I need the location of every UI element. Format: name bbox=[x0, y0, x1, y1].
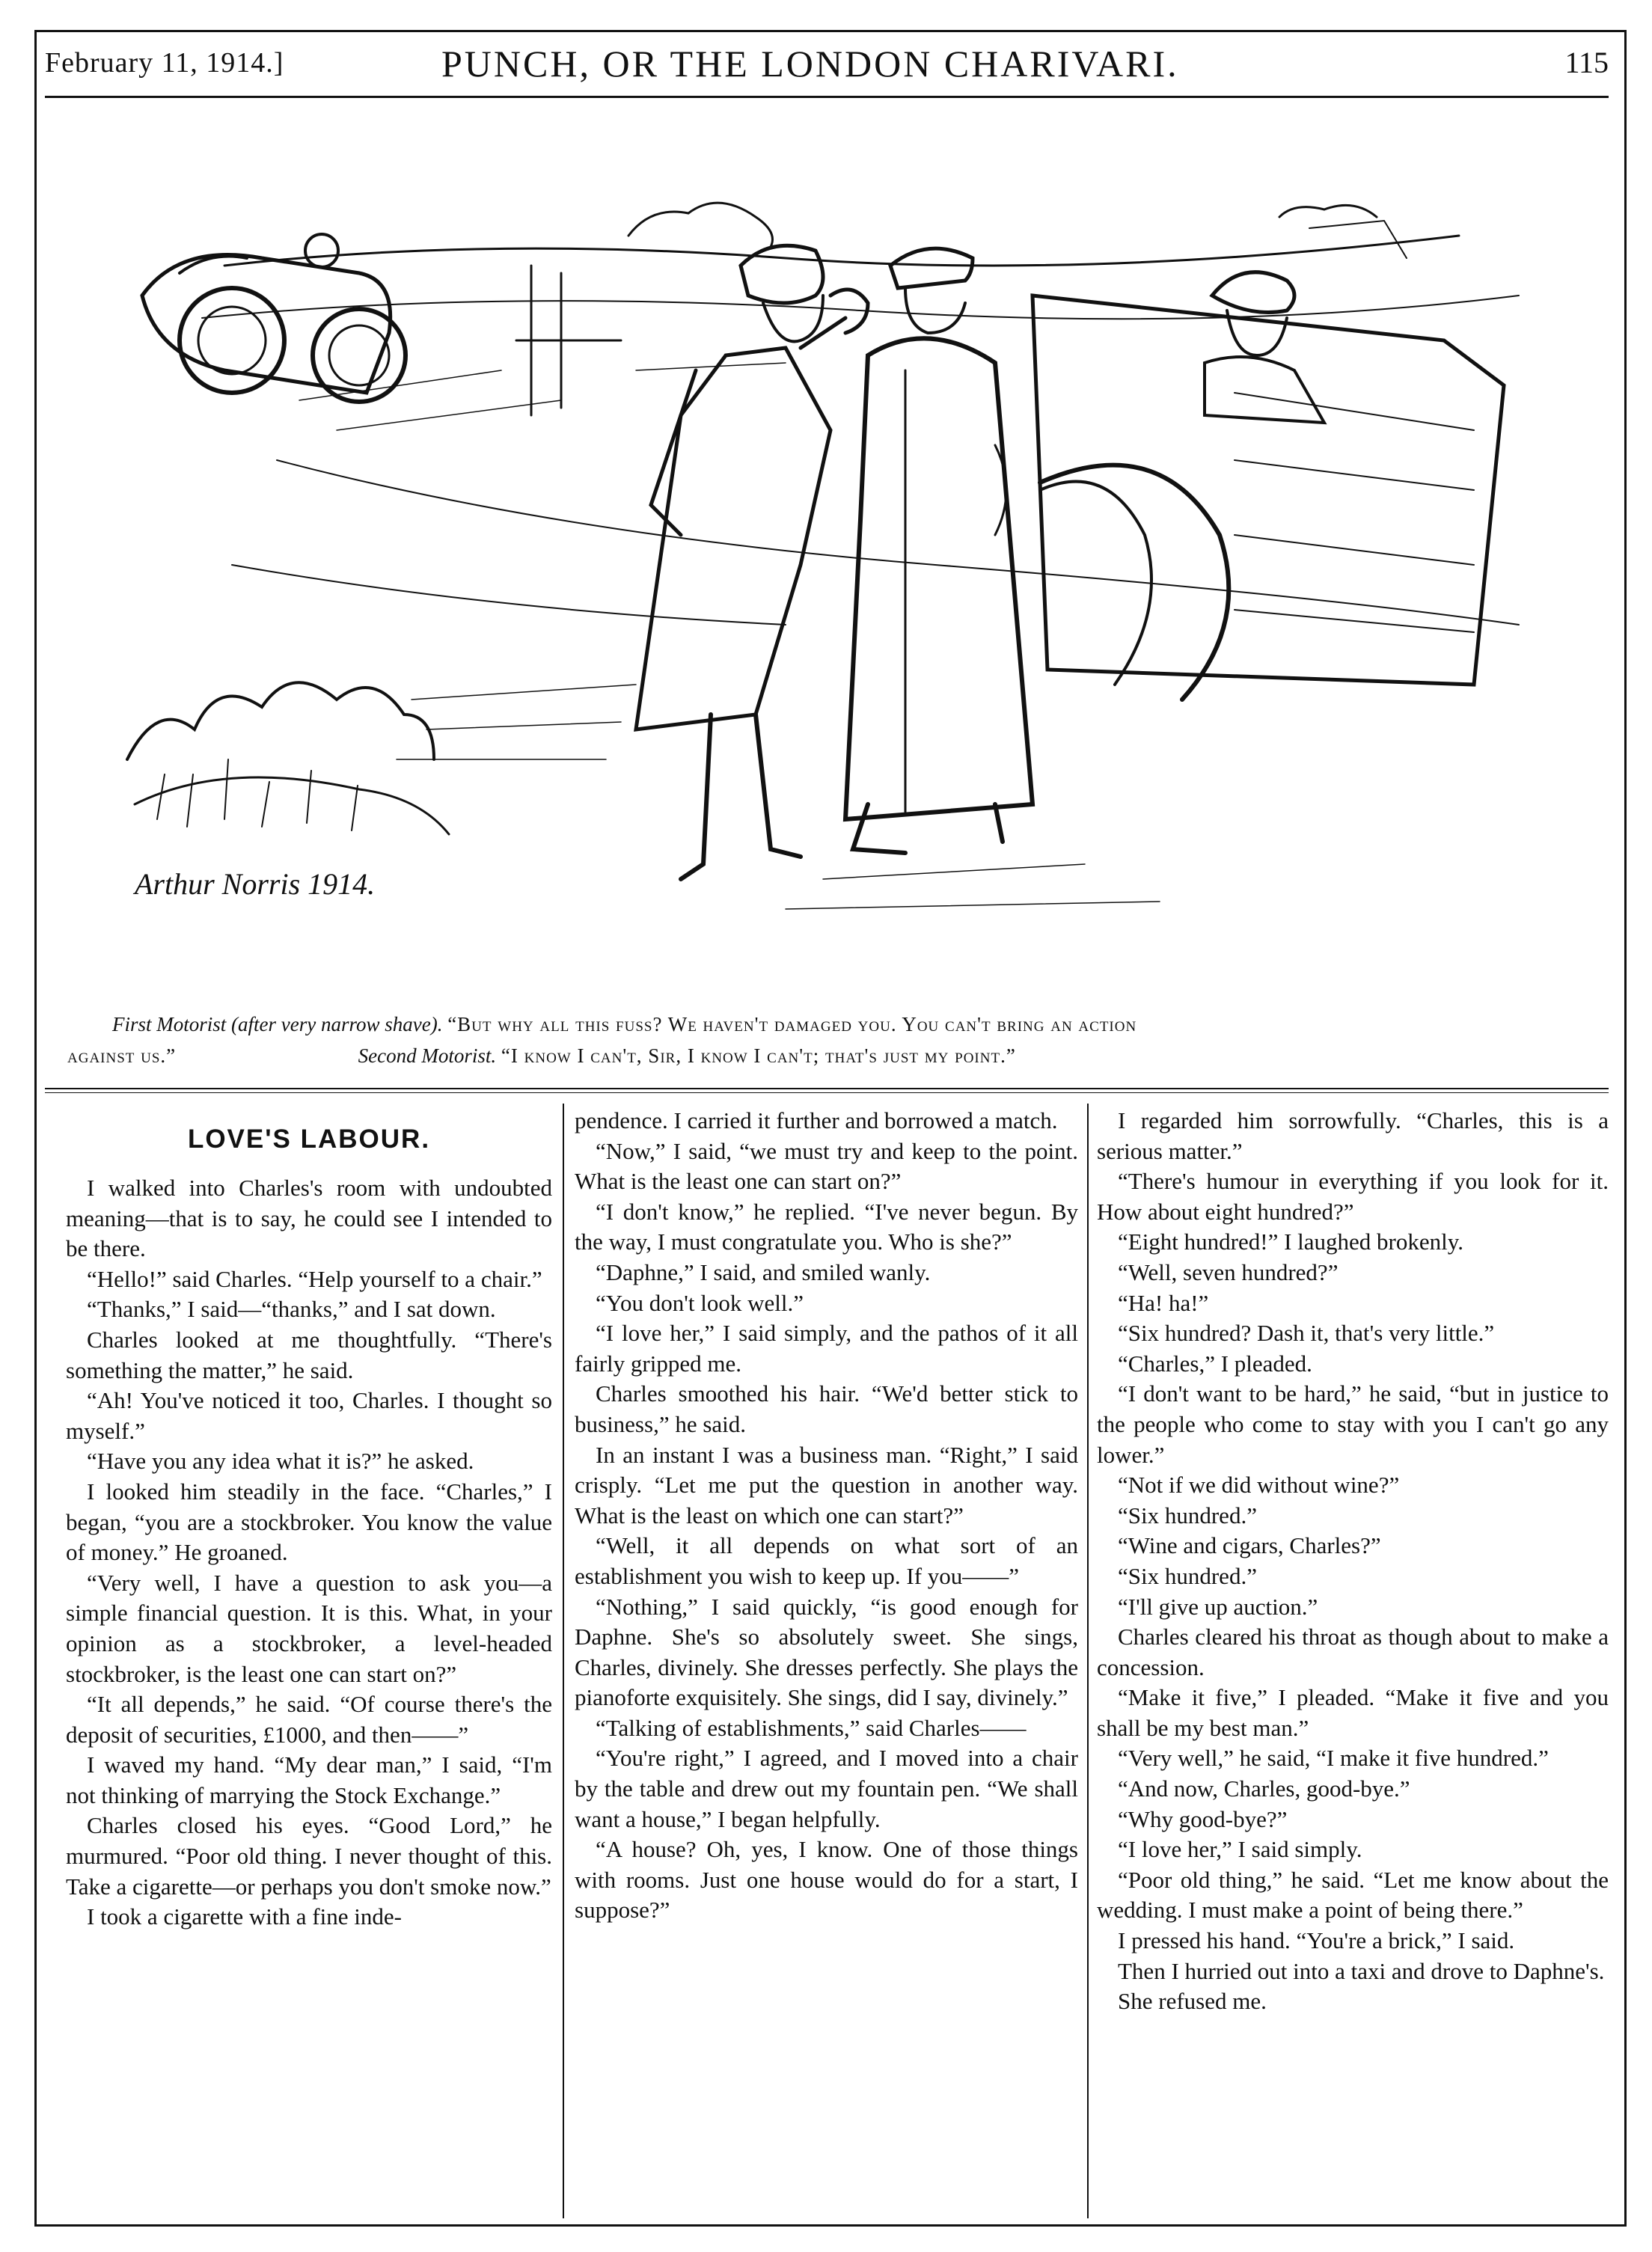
paragraph: Charles smoothed his hair. “We'd better stick to business,” he said. bbox=[575, 1380, 1078, 1437]
paragraph: Charles closed his eyes. “Good Lord,” he murmured. “Poor old thing. I never thought of this. Take a cigarette—or perhaps you don't smoke now.” bbox=[66, 1812, 552, 1900]
paragraph: “Ha! ha!” bbox=[1118, 1289, 1209, 1316]
paragraph: She refused me. bbox=[1118, 1988, 1267, 2015]
issue-date: February 11, 1914.] bbox=[45, 47, 284, 79]
paragraph: “I don't want to be hard,” he said, “but in justice to the people who come to stay with you I can't go any lower.” bbox=[1097, 1380, 1609, 1468]
paragraph: I pressed his hand. “You're a brick,” I said. bbox=[1118, 1927, 1515, 1954]
section-rule bbox=[45, 1088, 1609, 1089]
paragraph: “A house? Oh, yes, I know. One of those things with rooms. Just one house would do for a start, I suppose?” bbox=[575, 1836, 1078, 1924]
paragraph: “Now,” I said, “we must try and keep to the point. What is the least one can start on?” bbox=[575, 1137, 1078, 1195]
article-column-3 bbox=[1097, 1106, 1609, 2017]
column-rule-2 bbox=[1087, 1104, 1089, 2218]
paragraph: I regarded him sorrowfully. “Charles, this is a serious matter.” bbox=[1097, 1107, 1609, 1164]
paragraph: “Why good-bye?” bbox=[1118, 1805, 1288, 1832]
paragraph: In an instant I was a business man. “Right,” I said crisply. “Let me put the question in another way. What is the least on which one can start?” bbox=[575, 1441, 1078, 1529]
paragraph: Charles looked at me thoughtfully. “There's something the matter,” he said. bbox=[66, 1326, 552, 1383]
paragraph: “Wine and cigars, Charles?” bbox=[1118, 1532, 1381, 1559]
paragraph: “Hello!” said Charles. “Help yourself to a chair.” bbox=[87, 1265, 542, 1292]
publication-title: PUNCH, OR THE LONDON CHARIVARI. bbox=[441, 43, 1179, 85]
section-rule-thin bbox=[45, 1092, 1609, 1093]
article-column-1 bbox=[66, 1106, 552, 1933]
paragraph: pendence. I carried it further and borrowed a match. bbox=[575, 1107, 1058, 1133]
paragraph: “And now, Charles, good-bye.” bbox=[1118, 1775, 1410, 1802]
paragraph: “Thanks,” I said—“thanks,” and I sat down. bbox=[87, 1296, 496, 1323]
paragraph: “I don't know,” he replied. “I've never begun. By the way, I must congratulate you. Who is she?” bbox=[575, 1198, 1078, 1255]
paragraph: Charles cleared his throat as though about to make a concession. bbox=[1097, 1624, 1609, 1680]
paragraph: “It all depends,” he said. “Of course there's the deposit of securities, £1000, and then——” bbox=[66, 1691, 552, 1748]
paragraph: “Six hundred? Dash it, that's very little.” bbox=[1118, 1320, 1495, 1347]
paragraph: “I love her,” I said simply. bbox=[1118, 1836, 1362, 1863]
paragraph: “There's humour in everything if you look for it. How about eight hundred?” bbox=[1097, 1168, 1609, 1225]
paragraph: “I'll give up auction.” bbox=[1118, 1593, 1318, 1620]
paragraph: “Six hundred.” bbox=[1118, 1562, 1257, 1589]
paragraph: I took a cigarette with a fine inde- bbox=[87, 1903, 402, 1930]
paragraph: “Charles,” I pleaded. bbox=[1118, 1350, 1312, 1377]
paragraph: “Well, seven hundred?” bbox=[1118, 1258, 1339, 1285]
caption-quote-1-end: against us.” bbox=[67, 1044, 177, 1067]
page-number: 115 bbox=[1564, 46, 1609, 79]
paragraph: “Not if we did without wine?” bbox=[1118, 1472, 1400, 1499]
paragraph: “Ah! You've noticed it too, Charles. I thought so myself.” bbox=[66, 1387, 552, 1444]
paragraph: I looked him steadily in the face. “Charles,” I began, “you are a stockbroker. You know the value of money.” He groaned. bbox=[66, 1478, 552, 1566]
header-rule bbox=[45, 96, 1609, 98]
paragraph: “I love her,” I said simply, and the pathos of it all fairly gripped me. bbox=[575, 1320, 1078, 1377]
paragraph: “Well, it all depends on what sort of an establishment you wish to keep up. If you——” bbox=[575, 1532, 1078, 1589]
article-title: LOVE'S LABOUR. bbox=[187, 1125, 431, 1154]
paragraph: “Poor old thing,” he said. “Let me know about the wedding. I must make a point of being there.” bbox=[1097, 1866, 1609, 1924]
caption-quote-1: “But why all this fuss? We haven't damaged you. You can't bring an action bbox=[447, 1013, 1137, 1035]
caption-quote-2: “I know I can't, Sir, I know I can't; that's just my point.” bbox=[501, 1044, 1016, 1067]
paragraph: “You're right,” I agreed, and I moved into a chair by the table and drew out my fountain pen. “We shall want a house,” I began helpfully. bbox=[575, 1745, 1078, 1832]
paragraph: “Very well, I have a question to ask you—a simple financial question. It is this. What, in your opinion as a stockbroker, a level-headed stockbroker, is the least one can start on?” bbox=[66, 1569, 552, 1687]
paragraph: “Eight hundred!” I laughed brokenly. bbox=[1118, 1228, 1463, 1255]
paragraph: “Six hundred.” bbox=[1118, 1502, 1257, 1529]
paragraph: “Make it five,” I pleaded. “Make it five and you shall be my best man.” bbox=[1097, 1684, 1609, 1741]
caption-speaker-1: First Motorist (after very narrow shave). bbox=[112, 1013, 443, 1035]
caption-speaker-2: Second Motorist. bbox=[358, 1044, 497, 1067]
article-column-2 bbox=[575, 1106, 1078, 1926]
paragraph: Then I hurried out into a taxi and drove to Daphne's. bbox=[1118, 1957, 1605, 1984]
paragraph: I walked into Charles's room with undoubted meaning—that is to say, he could see I intended to be there. bbox=[66, 1175, 552, 1262]
paragraph: “Nothing,” I said quickly, “is good enough for Daphne. She's so absolutely sweet. She sings, Charles, divinely. She dresses perfectly. She plays the pianoforte exquisitely. She sings, did I say, divinely.” bbox=[575, 1593, 1078, 1711]
artist-signature: Arthur Norris 1914. bbox=[135, 867, 376, 901]
cartoon-illustration bbox=[112, 146, 1564, 991]
paragraph: I waved my hand. “My dear man,” I said, “I'm not thinking of marrying the Stock Exchange.” bbox=[66, 1751, 552, 1808]
running-header bbox=[45, 42, 1609, 94]
paragraph: “You don't look well.” bbox=[596, 1289, 804, 1316]
column-rule-1 bbox=[563, 1104, 564, 2218]
paragraph: “Very well,” he said, “I make it five hundred.” bbox=[1118, 1745, 1549, 1772]
paragraph: “Talking of establishments,” said Charles—— bbox=[596, 1714, 1027, 1741]
paragraph: “Have you any idea what it is?” he asked. bbox=[87, 1448, 474, 1475]
paragraph: “Daphne,” I said, and smiled wanly. bbox=[596, 1258, 931, 1285]
